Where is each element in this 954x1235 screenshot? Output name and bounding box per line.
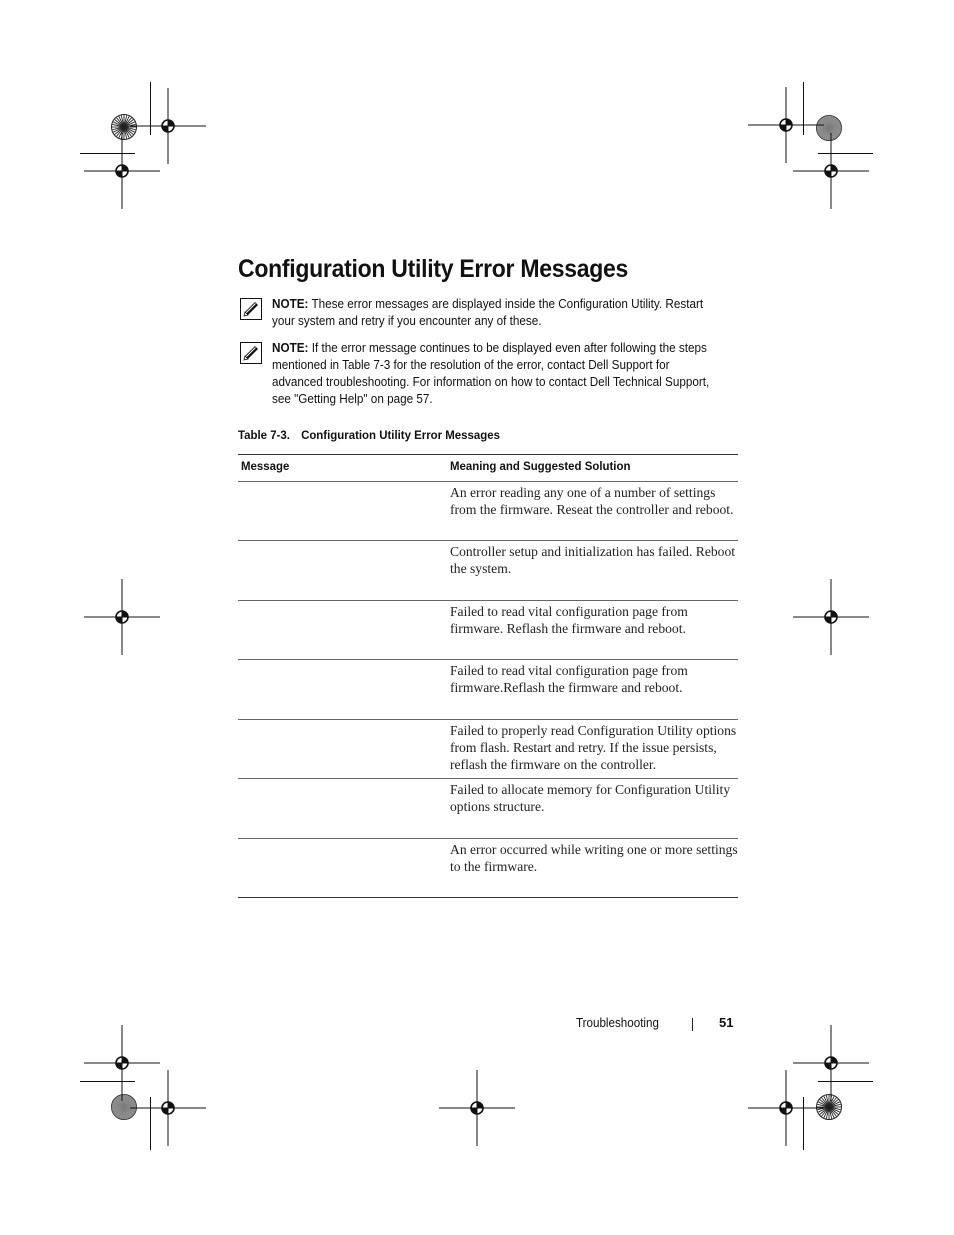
registration-target-icon bbox=[791, 1023, 871, 1103]
footer-separator bbox=[692, 1018, 693, 1031]
row-meaning: Controller setup and initialization has failed. Reboot the system. bbox=[450, 544, 736, 576]
table-caption bbox=[238, 428, 500, 442]
registration-target-icon bbox=[82, 1023, 162, 1103]
table-caption-title: Configuration Utility Error Messages bbox=[301, 428, 500, 442]
note-1-text bbox=[272, 296, 718, 330]
table-caption-number: Table 7-3. bbox=[238, 428, 290, 442]
crop-mark bbox=[803, 1097, 804, 1150]
row-meaning: Failed to allocate memory for Configuration Utility options structure. bbox=[450, 782, 731, 814]
note-1-body: These error messages are displayed inside the Configuration Utility. Restart your system and retry if you encounter any of these. bbox=[272, 297, 704, 328]
crop-mark bbox=[818, 1081, 873, 1082]
registration-target-icon bbox=[791, 131, 871, 211]
crop-mark bbox=[803, 82, 804, 135]
row-meaning: An error reading any one of a number of settings from the firmware. Reseat the controller and reboot. bbox=[450, 485, 734, 517]
row-meaning: Failed to properly read Configuration Utility options from flash. Restart and retry. If the issue persists, reflash the firmware on the controller. bbox=[450, 723, 737, 772]
row-meaning: An error occurred while writing one or more settings to the firmware. bbox=[450, 842, 738, 874]
note-2-label: NOTE: bbox=[272, 341, 309, 355]
note-pencil-icon bbox=[240, 298, 262, 320]
crop-mark bbox=[818, 153, 873, 154]
note-pencil-icon bbox=[240, 342, 262, 364]
crop-mark bbox=[150, 82, 151, 135]
page-title: Configuration Utility Error Messages bbox=[238, 255, 629, 283]
header-meaning: Meaning and Suggested Solution bbox=[450, 459, 631, 473]
registration-target-icon bbox=[82, 577, 162, 657]
footer-section-name: Troubleshooting bbox=[576, 1016, 659, 1030]
registration-target-icon bbox=[437, 1068, 517, 1148]
table-row bbox=[238, 778, 738, 838]
note-1-label: NOTE: bbox=[272, 297, 309, 311]
crop-mark bbox=[80, 1081, 135, 1082]
table-row bbox=[238, 481, 738, 540]
note-2-body: If the error message continues to be displayed even after following the steps mentioned in Table 7-3 for the resolution of the error, contact Dell Support for advanced troubleshooting. For information on how to contact Dell Technical Support, see "Getting Help" on page 57. bbox=[272, 341, 710, 406]
registration-target-icon bbox=[82, 131, 162, 211]
crop-mark bbox=[80, 153, 135, 154]
table-row bbox=[238, 838, 738, 897]
header-message: Message bbox=[241, 459, 290, 473]
error-messages-table bbox=[238, 454, 738, 898]
crop-mark bbox=[150, 1097, 151, 1150]
table-row bbox=[238, 659, 738, 719]
table-header-row bbox=[238, 454, 738, 481]
table-bottom-rule bbox=[238, 897, 738, 898]
registration-target-icon bbox=[791, 577, 871, 657]
note-2-text bbox=[272, 340, 718, 408]
row-meaning: Failed to read vital configuration page from firmware.Reflash the firmware and reboot. bbox=[450, 663, 688, 695]
row-meaning: Failed to read vital configuration page from firmware. Reflash the firmware and reboot. bbox=[450, 604, 688, 636]
footer-page-number: 51 bbox=[719, 1015, 734, 1030]
table-row bbox=[238, 719, 738, 778]
table-row bbox=[238, 600, 738, 659]
table-row bbox=[238, 540, 738, 600]
